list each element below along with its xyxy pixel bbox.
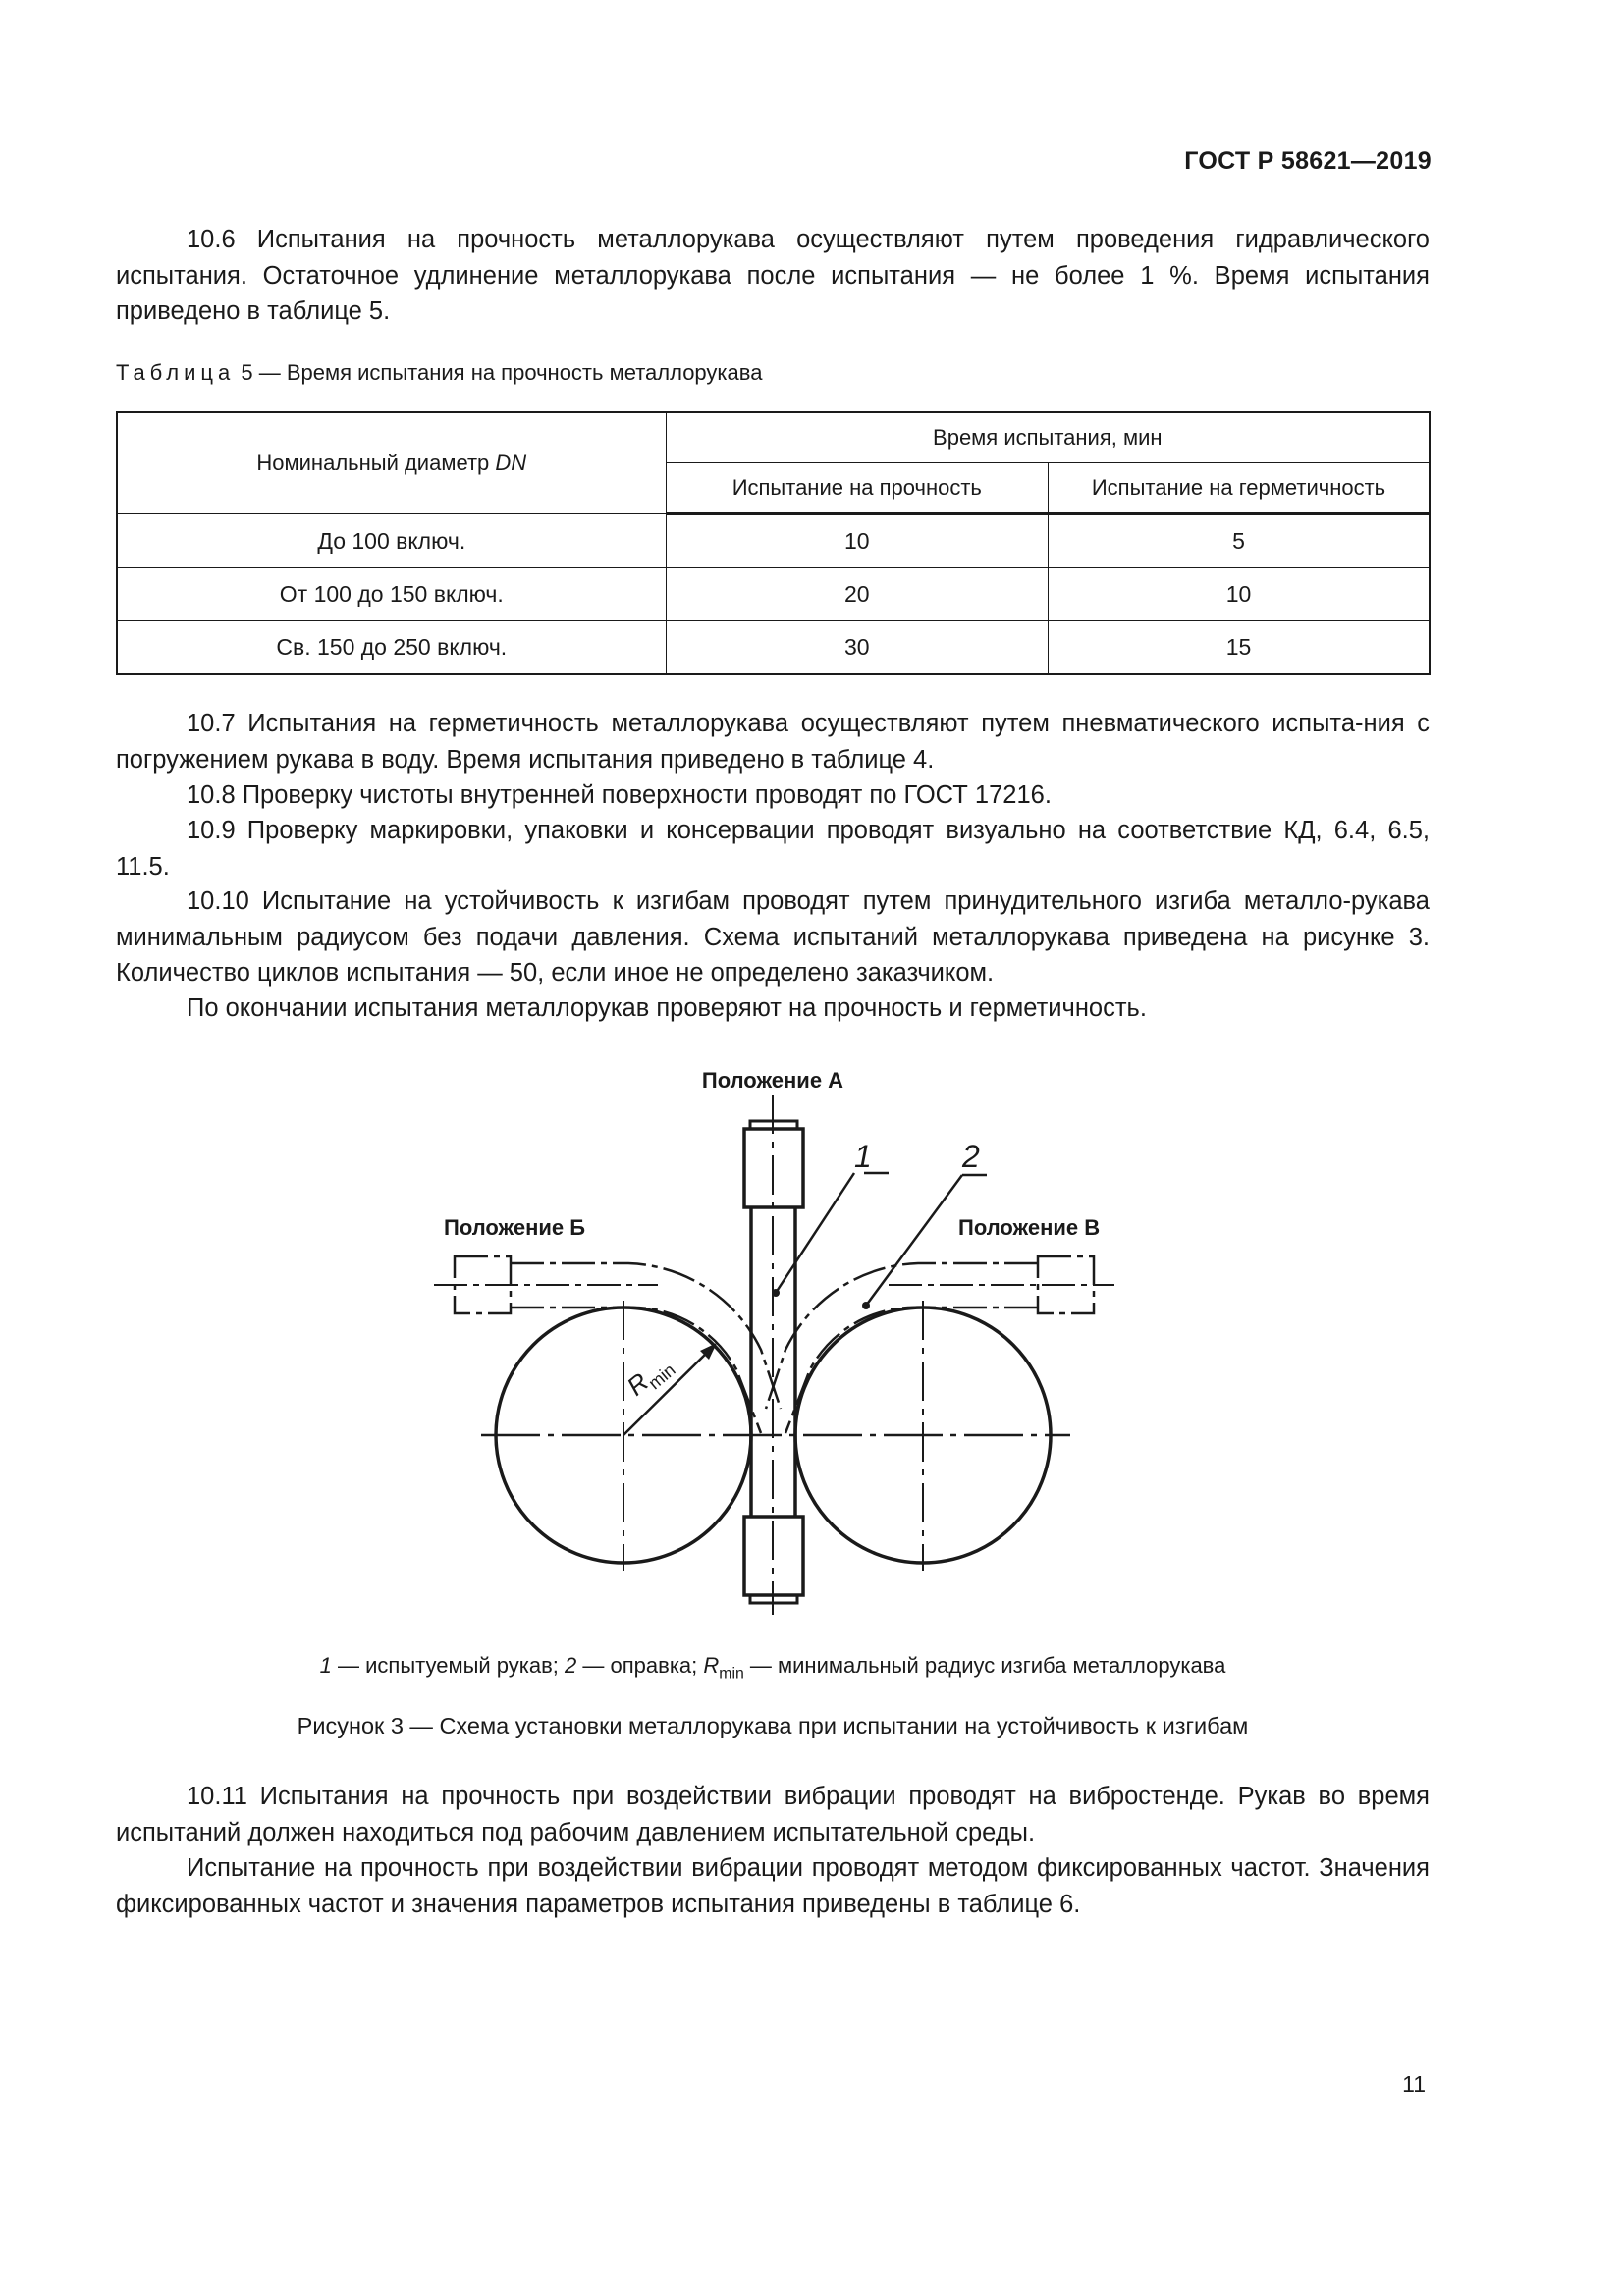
callout-1: 1	[854, 1139, 872, 1174]
cell-diameter: От 100 до 150 включ.	[117, 568, 666, 621]
cell-strength: 30	[666, 621, 1048, 675]
label-position-b: Положение Б	[444, 1215, 586, 1240]
rmin-label: $R_{min}$	[621, 1360, 679, 1402]
paragraph-10-8: 10.8 Проверку чистоты внутренней поверхности проводят по ГОСТ 17216.	[187, 781, 1052, 809]
table-row	[117, 514, 1430, 568]
paragraph-10-11-method: Испытание на прочность при воздействии вибрации проводят методом фиксированных частот. Значения фиксированных частот и значения параметров испытания приведены в таблице 6.	[116, 1854, 1430, 1918]
cell-tightness: 15	[1048, 621, 1430, 675]
callout-2: 2	[962, 1139, 980, 1174]
table-caption-text: 5 — Время испытания на прочность металлорукава	[241, 360, 763, 385]
table-row	[117, 621, 1430, 675]
hose-position-b	[434, 1256, 781, 1433]
table-5-caption	[116, 360, 762, 386]
header-nominal-diameter: Номинальный диаметр DN	[117, 412, 666, 514]
cell-tightness: 5	[1048, 514, 1430, 568]
figure-3-diagram	[422, 1065, 1129, 1615]
cell-strength: 20	[666, 568, 1048, 621]
cell-strength: 10	[666, 514, 1048, 568]
paragraph-10-11: 10.11 Испытания на прочность при воздействии вибрации проводят на вибростенде. Рукав во время испытаний должен находиться под рабочим давлением испытательной среды.	[116, 1783, 1430, 1846]
paragraph-10-9: 10.9 Проверку маркировки, упаковки и консервации проводят визуально на соответствие КД, 6.4, 6.5, 11.5.	[116, 817, 1430, 881]
paragraph-10-6: 10.6 Испытания на прочность металлорукава осуществляют путем проведения гидравлического испытания. Остаточное удлинение металлорукава после испытания — не более 1 %. Время испытания приведено в таблице 5.	[116, 226, 1430, 325]
table-row	[117, 568, 1430, 621]
page-number: 11	[1402, 2071, 1426, 2097]
figure-3-title: Рисунок 3 — Схема установки металлорукава при испытании на устойчивость к изгибам	[297, 1713, 1249, 1738]
cell-diameter: До 100 включ.	[117, 514, 666, 568]
header-tightness-test: Испытание на герметичность	[1048, 463, 1430, 514]
header-strength-test: Испытание на прочность	[666, 463, 1048, 514]
hose-position-a	[744, 1095, 803, 1615]
label-position-v: Положение В	[958, 1215, 1101, 1240]
figure-3-legend: 1 — испытуемый рукав; 2 — оправка; $R_{min}$ — минимальный радиус изгиба металлорукава	[319, 1653, 1226, 1682]
paragraph-10-10-conclusion: По окончании испытания металлорукав проверяют на прочность и герметичность.	[187, 994, 1147, 1022]
cell-diameter: Св. 150 до 250 включ.	[117, 621, 666, 675]
hose-position-v	[766, 1256, 1114, 1433]
paragraph-10-7: 10.7 Испытания на герметичность металлорукава осуществляют путем пневматического испыта-ния с погружением рукава в воду. Время испытания приведено в таблице 4.	[116, 710, 1430, 774]
header-test-time: Время испытания, мин	[666, 412, 1430, 463]
table-caption-word: Таблица	[116, 360, 236, 385]
cell-tightness: 10	[1048, 568, 1430, 621]
table-5	[116, 411, 1431, 675]
paragraph-10-10: 10.10 Испытание на устойчивость к изгибам проводят путем принудительного изгиба металло-рукава минимальным радиусом без подачи давления. Схема испытаний металлорукава приведена на рисунке 3. Количество циклов испытания — 50, если иное не определено заказчиком.	[116, 887, 1430, 987]
document-number: ГОСТ Р 58621—2019	[1184, 147, 1432, 175]
label-position-a: Положение А	[701, 1068, 844, 1093]
